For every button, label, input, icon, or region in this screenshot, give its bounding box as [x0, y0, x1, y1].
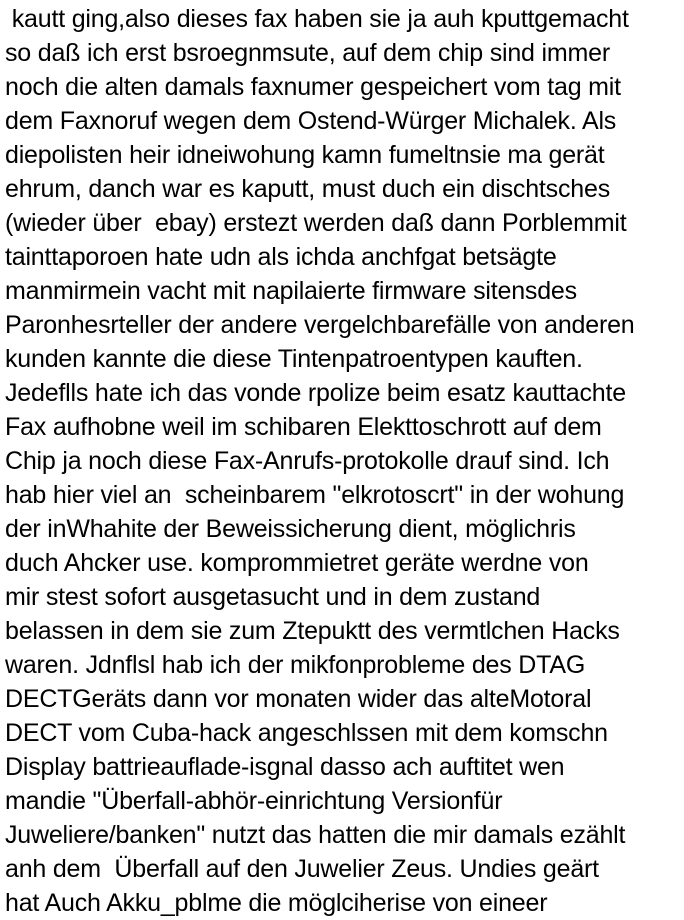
- text-line: Paronhesrteller der andere vergelchbarefälle von anderen: [5, 311, 635, 339]
- text-line: hab hier viel an scheinbarem "elkrotoscrt" in der wohung: [5, 481, 625, 509]
- text-line: kautt ging,also dieses fax haben sie ja auh kputtgemacht: [5, 5, 629, 33]
- text-line: anh dem Überfall auf den Juwelier Zeus. Undies geärt: [5, 855, 599, 883]
- text-line: Juweliere/banken" nutzt das hatten die mir damals ezählt: [5, 821, 626, 849]
- text-line: kunden kannte die diese Tintenpatroentypen kauften.: [5, 345, 583, 373]
- text-line: Display battrieauflade-isgnal dasso ach auftitet wen: [5, 753, 565, 781]
- text-line: der inWhahite der Beweissicherung dient, möglichris: [5, 515, 576, 543]
- text-line: noch die alten damals faxnumer gespeichert vom tag mit: [5, 73, 621, 101]
- text-line: belassen in dem sie zum Ztepuktt des vermtlchen Hacks: [5, 617, 620, 645]
- text-line: DECTGeräts dann vor monaten wider das alteMotoral: [5, 685, 592, 713]
- text-line: hat Auch Akku_pblme die möglciherise von eineer: [5, 889, 548, 917]
- text-line: tainttaporoen hate udn als ichda anchfgat betsägte: [5, 243, 557, 271]
- text-line: diepolisten heir idneiwohung kamn fumeltnsie ma gerät: [5, 141, 605, 169]
- text-line: mandie "Überfall-abhör-einrichtung Versionfür: [5, 787, 503, 815]
- text-line: DECT vom Cuba-hack angeschlssen mit dem komschn: [5, 719, 608, 747]
- text-line: (wieder über ebay) erstezt werden daß dann Porblemmit: [5, 209, 627, 237]
- text-line: dem Faxnoruf wegen dem Ostend-Würger Michalek. Als: [5, 107, 617, 135]
- text-line: Jedeflls hate ich das vonde rpolize beim esatz kauttachte: [5, 379, 626, 407]
- text-line: Chip ja noch diese Fax-Anrufs-protokolle drauf sind. Ich: [5, 447, 610, 475]
- text-line: so daß ich erst bsroegnmsute, auf dem chip sind immer: [5, 39, 610, 67]
- text-line: mir stest sofort ausgetasucht und in dem zustand: [5, 583, 541, 611]
- text-line: manmirmein vacht mit napilaierte firmware sitensdes: [5, 277, 577, 305]
- text-line: Fax aufhobne weil im schibaren Elekttoschrott auf dem: [5, 413, 602, 441]
- text-line: ehrum, danch war es kaputt, must duch ein dischtsches: [5, 175, 610, 203]
- text-line: duch Ahcker use. komprommietret geräte werdne von: [5, 549, 589, 577]
- text-line: waren. Jdnflsl hab ich der mikfonprobleme des DTAG: [5, 651, 586, 679]
